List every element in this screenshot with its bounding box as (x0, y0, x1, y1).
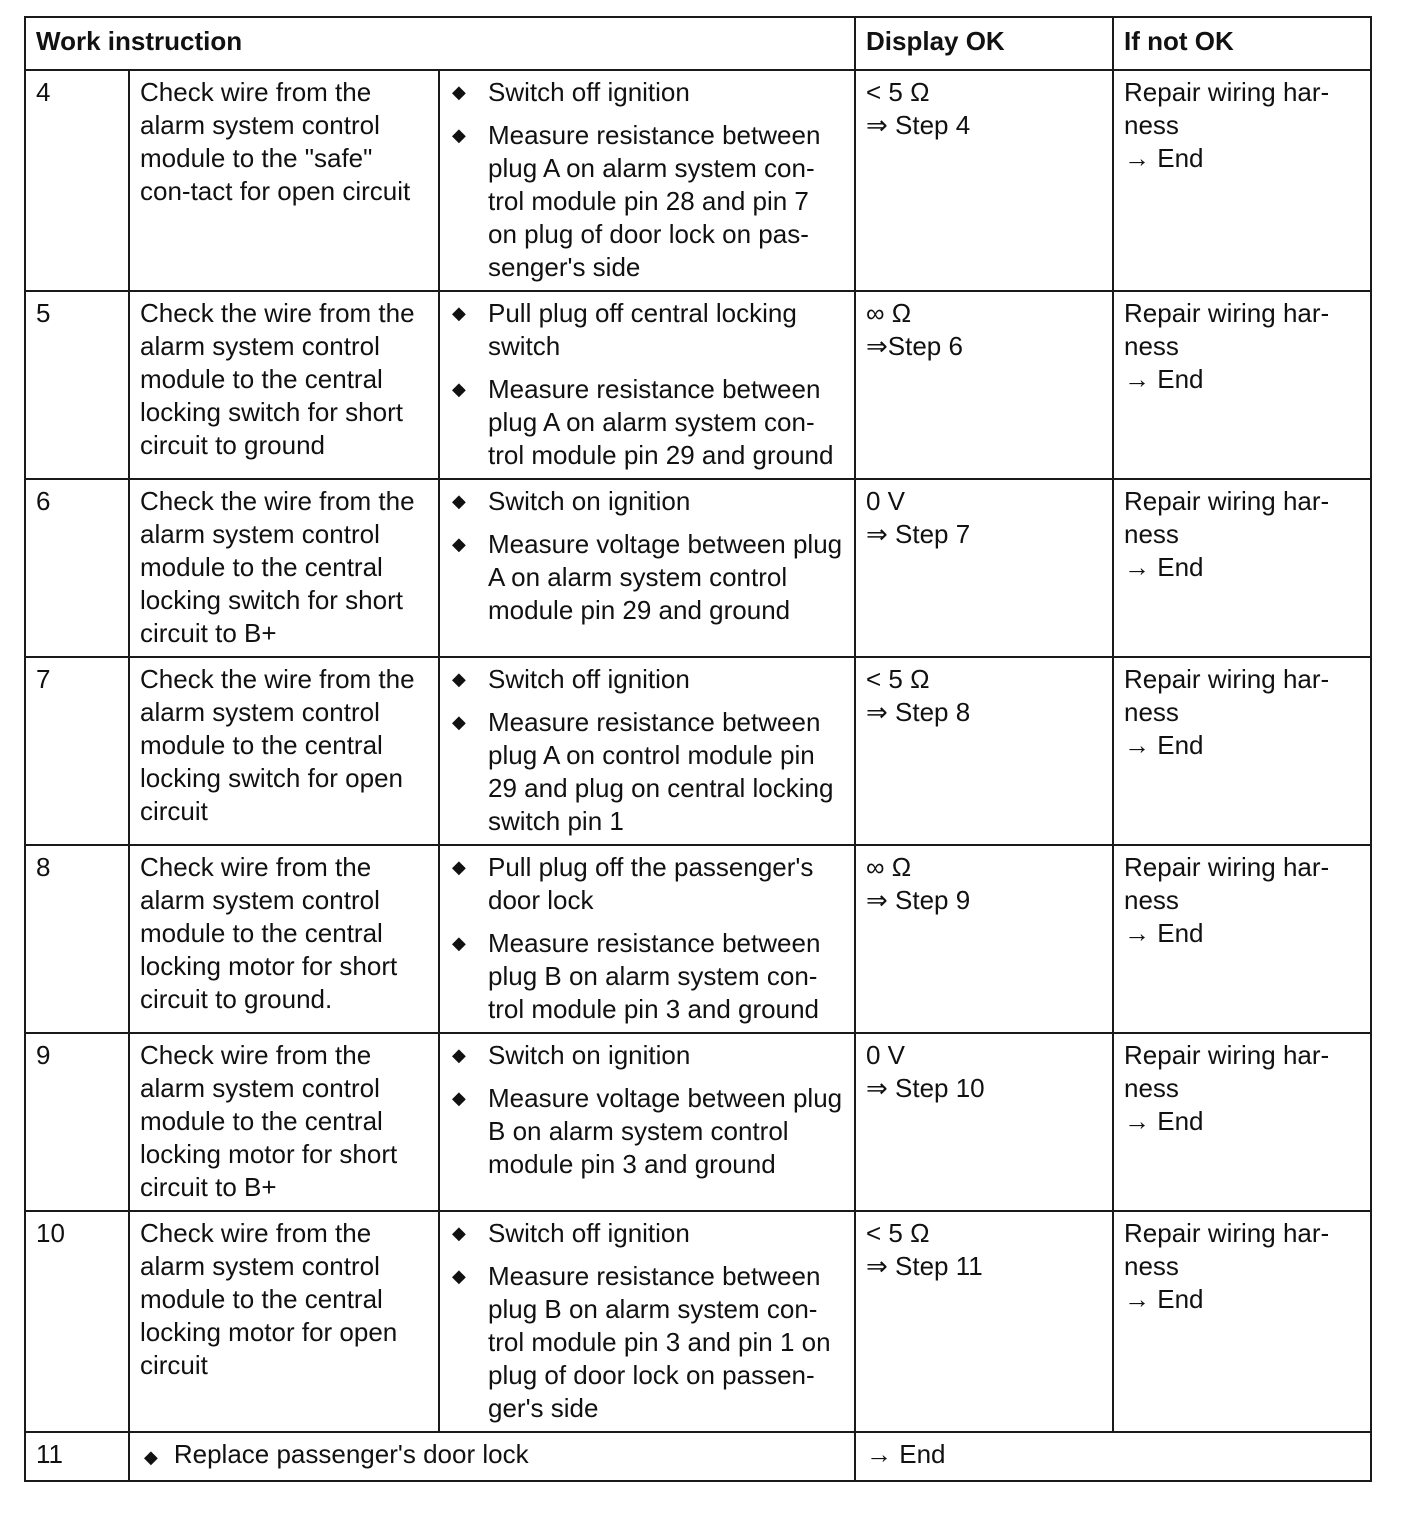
action-list (450, 1217, 844, 1425)
action-text: Measure resistance between plug B on alarm system con-trol module pin 3 and pin 1 on plug of door lock on passen-ger's side (488, 1261, 831, 1423)
check-description: Check the wire from the alarm system control module to the central locking switch for open circuit (129, 657, 439, 845)
check-description: Check wire from the alarm system control module to the central locking motor for short circuit to ground. (129, 845, 439, 1033)
fail-instruction: Repair wiring har-ness (1124, 852, 1330, 915)
bullet-icon: ◆ (452, 82, 466, 102)
action-item (450, 485, 844, 518)
bullet-icon: ◆ (452, 933, 466, 953)
action-list-cell (439, 70, 855, 291)
action-list (450, 76, 844, 284)
fail-next-step: → End (1124, 918, 1204, 948)
table-row (25, 291, 1371, 479)
action-text: Measure resistance between plug A on alarm system con-trol module pin 28 and pin 7 on plug of door lock on pas-senger's side (488, 120, 821, 282)
action-item (450, 706, 844, 838)
step-number: 7 (25, 657, 129, 845)
header-if-not-ok: If not OK (1113, 17, 1371, 70)
display-ok-cell (855, 70, 1113, 291)
fail-instruction: Repair wiring har-ness (1124, 1218, 1330, 1281)
action-list-cell (439, 479, 855, 657)
action-list-cell (439, 657, 855, 845)
fail-instruction: Repair wiring har-ness (1124, 298, 1330, 361)
fail-next-step: → End (1124, 552, 1204, 582)
header-display-ok: Display OK (855, 17, 1113, 70)
if-not-ok-cell (1113, 70, 1371, 291)
bullet-icon: ◆ (452, 379, 466, 399)
if-not-ok-cell (1113, 1033, 1371, 1211)
action-list (450, 851, 844, 1026)
fail-next-step: → End (1124, 1284, 1204, 1314)
bullet-icon: ◆ (452, 669, 466, 689)
action-item (450, 373, 844, 472)
action-list (450, 297, 844, 472)
action-text: Measure resistance between plug A on control module pin 29 and plug on central locking switch pin 1 (488, 707, 834, 836)
step-number: 8 (25, 845, 129, 1033)
display-next-step: ⇒ Step 11 (866, 1251, 983, 1281)
display-value: < 5 Ω (866, 77, 930, 107)
action-list-cell (439, 291, 855, 479)
table-row (25, 70, 1371, 291)
bullet-icon: ◆ (452, 712, 466, 732)
table-row (25, 1033, 1371, 1211)
if-not-ok-cell (1113, 845, 1371, 1033)
header-work-instruction: Work instruction (25, 17, 855, 70)
table-header-row (25, 17, 1371, 70)
fail-next-step: → End (1124, 364, 1204, 394)
display-next-step: ⇒ Step 4 (866, 110, 971, 140)
action-text: Switch off ignition (488, 664, 690, 694)
fail-instruction: Repair wiring har-ness (1124, 664, 1330, 727)
action-text: Pull plug off central locking switch (488, 298, 797, 361)
action-text: Switch off ignition (488, 1218, 690, 1248)
action-item (450, 663, 844, 696)
display-ok-cell (855, 479, 1113, 657)
action-item (450, 297, 844, 363)
action-item (450, 1260, 844, 1425)
action-list (450, 1039, 844, 1181)
action-list (450, 485, 844, 627)
if-not-ok-cell (1113, 1211, 1371, 1432)
fail-next-step: → End (1124, 730, 1204, 760)
action-list (450, 663, 844, 838)
display-value: ∞ Ω (866, 298, 912, 328)
display-value: 0 V (866, 1040, 906, 1070)
table-row (25, 479, 1371, 657)
action-text: Measure resistance between plug B on alarm system con-trol module pin 3 and ground (488, 928, 821, 1024)
step-number: 5 (25, 291, 129, 479)
table-row-final (25, 1432, 1371, 1481)
work-instruction-table (24, 16, 1372, 1482)
action-item (450, 1039, 844, 1072)
action-text: Pull plug off the passenger's door lock (488, 852, 814, 915)
table-row (25, 1211, 1371, 1432)
check-description: Check the wire from the alarm system control module to the central locking switch for short circuit to B+ (129, 479, 439, 657)
bullet-icon: ◆ (452, 303, 466, 323)
fail-instruction: Repair wiring har-ness (1124, 486, 1330, 549)
step-number: 4 (25, 70, 129, 291)
action-list-cell (439, 1211, 855, 1432)
action-item (450, 851, 844, 917)
bullet-icon: ◆ (452, 1088, 466, 1108)
action-list-cell (439, 845, 855, 1033)
if-not-ok-cell (1113, 291, 1371, 479)
display-value: < 5 Ω (866, 1218, 930, 1248)
check-description: Check the wire from the alarm system control module to the central locking switch for short circuit to ground (129, 291, 439, 479)
fail-next-step: → End (1124, 143, 1204, 173)
final-action: Replace passenger's door lock (173, 1439, 529, 1469)
fail-next-step: → End (1124, 1106, 1204, 1136)
if-not-ok-cell (1113, 479, 1371, 657)
display-ok-cell (855, 657, 1113, 845)
step-number: 9 (25, 1033, 129, 1211)
fail-instruction: Repair wiring har-ness (1124, 1040, 1330, 1103)
action-text: Measure voltage between plug B on alarm system control module pin 3 and ground (488, 1083, 843, 1179)
display-next-step: ⇒Step 6 (866, 331, 963, 361)
final-action-cell (129, 1432, 855, 1481)
action-text: Switch on ignition (488, 486, 691, 516)
action-text: Switch off ignition (488, 77, 690, 107)
bullet-icon: ◆ (452, 1223, 466, 1243)
bullet-icon: ◆ (144, 1447, 158, 1467)
action-item (450, 119, 844, 284)
action-text: Switch on ignition (488, 1040, 691, 1070)
display-value: < 5 Ω (866, 664, 930, 694)
action-item (450, 927, 844, 1026)
display-ok-cell (855, 845, 1113, 1033)
display-next-step: ⇒ Step 7 (866, 519, 971, 549)
step-number: 6 (25, 479, 129, 657)
step-number: 11 (25, 1432, 129, 1481)
display-ok-cell (855, 1211, 1113, 1432)
display-next-step: ⇒ Step 10 (866, 1073, 985, 1103)
action-text: Measure voltage between plug A on alarm system control module pin 29 and ground (488, 529, 843, 625)
display-ok-cell (855, 291, 1113, 479)
bullet-icon: ◆ (452, 1045, 466, 1065)
check-description: Check wire from the alarm system control module to the "safe" con-tact for open circuit (129, 70, 439, 291)
action-item (450, 1217, 844, 1250)
display-ok-cell (855, 1033, 1113, 1211)
display-value: ∞ Ω (866, 852, 912, 882)
fail-instruction: Repair wiring har-ness (1124, 77, 1330, 140)
bullet-icon: ◆ (452, 857, 466, 877)
step-number: 10 (25, 1211, 129, 1432)
action-text: Measure resistance between plug A on alarm system con-trol module pin 29 and ground (488, 374, 834, 470)
table-row (25, 657, 1371, 845)
display-next-step: ⇒ Step 8 (866, 697, 971, 727)
check-description: Check wire from the alarm system control module to the central locking motor for open circuit (129, 1211, 439, 1432)
bullet-icon: ◆ (452, 125, 466, 145)
table-row (25, 845, 1371, 1033)
if-not-ok-cell (1113, 657, 1371, 845)
display-value: 0 V (866, 486, 906, 516)
check-description: Check wire from the alarm system control module to the central locking motor for short circuit to B+ (129, 1033, 439, 1211)
bullet-icon: ◆ (452, 1266, 466, 1286)
bullet-icon: ◆ (452, 534, 466, 554)
action-item (450, 1082, 844, 1181)
bullet-icon: ◆ (452, 491, 466, 511)
action-item (450, 528, 844, 627)
action-list-cell (439, 1033, 855, 1211)
display-next-step: ⇒ Step 9 (866, 885, 971, 915)
final-display: → End (855, 1432, 1371, 1481)
action-item (450, 76, 844, 109)
